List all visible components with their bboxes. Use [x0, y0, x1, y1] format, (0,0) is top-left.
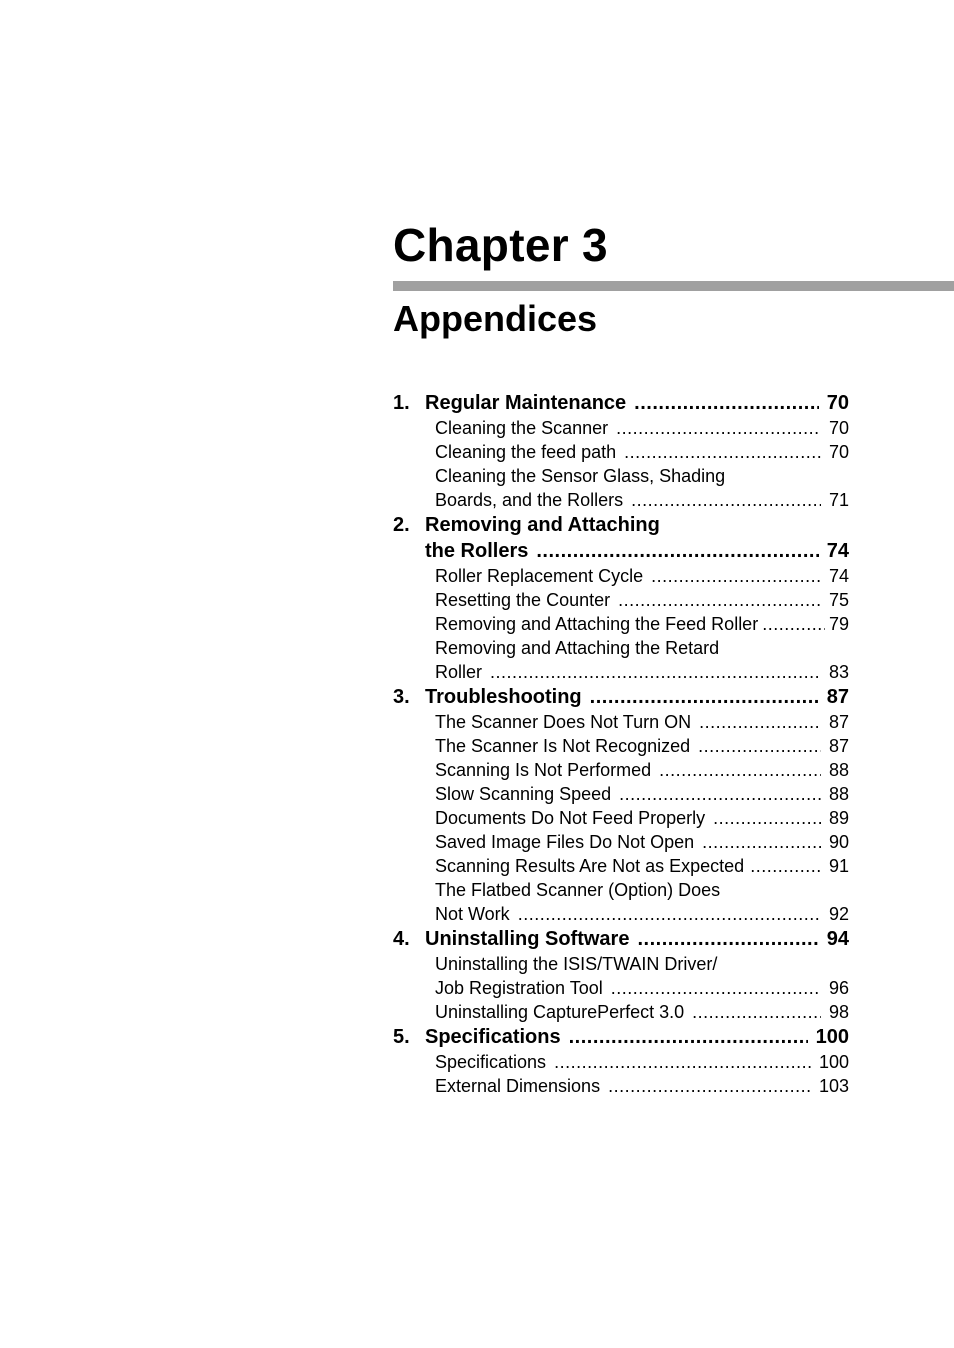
entry-title: The Flatbed Scanner (Option) Does	[435, 880, 721, 900]
page-number: 87	[828, 712, 849, 732]
entry-title: Uninstalling the ISIS/TWAIN Driver/	[435, 954, 718, 974]
page-number: 74	[826, 540, 849, 562]
toc-entry[interactable]	[393, 710, 849, 734]
dot-leader	[518, 902, 821, 926]
entry-title-cont: Boards, and the Rollers	[435, 490, 624, 510]
page-number: 70	[826, 392, 849, 414]
toc-section[interactable]	[393, 684, 849, 710]
dot-leader	[698, 734, 821, 758]
page-number: 87	[828, 736, 849, 756]
entry-title: Specifications	[435, 1052, 547, 1072]
section-number: 5.	[393, 1026, 410, 1048]
dot-leader	[634, 390, 819, 416]
entry-title: Removing and Attaching the Feed Roller	[435, 614, 759, 634]
toc-entry[interactable]	[393, 1074, 849, 1098]
page-number: 94	[826, 928, 849, 950]
entry-title: The Scanner Is Not Recognized	[435, 736, 691, 756]
dot-leader	[608, 1074, 811, 1098]
toc-entry[interactable]	[393, 1000, 849, 1024]
page-number: 79	[828, 614, 849, 634]
entry-title: The Scanner Does Not Turn ON	[435, 712, 692, 732]
toc-section[interactable]	[393, 538, 849, 564]
entry-title-cont: Not Work	[435, 904, 510, 924]
toc-entry[interactable]	[393, 660, 849, 684]
dot-leader	[569, 1024, 808, 1050]
dot-leader	[762, 612, 825, 636]
table-of-contents	[393, 390, 849, 1098]
toc-entry[interactable]	[393, 902, 849, 926]
section-number: 2.	[393, 514, 410, 536]
chapter-divider	[393, 281, 954, 291]
toc-entry[interactable]	[393, 440, 849, 464]
page-number: 88	[828, 784, 849, 804]
chapter-title: Appendices	[393, 298, 598, 339]
toc-entry-line[interactable]	[393, 464, 849, 488]
page-number: 90	[828, 832, 849, 852]
toc-entry-line[interactable]	[393, 636, 849, 660]
dot-leader	[651, 564, 821, 588]
toc-entry[interactable]	[393, 854, 849, 878]
dot-leader	[702, 830, 821, 854]
entry-title: External Dimensions	[435, 1076, 601, 1096]
toc-section[interactable]	[393, 926, 849, 952]
page-number: 70	[828, 418, 849, 438]
dot-leader	[619, 782, 821, 806]
entry-title: Cleaning the feed path	[435, 442, 617, 462]
dot-leader	[616, 416, 821, 440]
page-number: 71	[828, 490, 849, 510]
page-number: 92	[828, 904, 849, 924]
toc-entry[interactable]	[393, 782, 849, 806]
section-title-cont: the Rollers	[425, 540, 529, 562]
page-number: 100	[818, 1052, 849, 1072]
entry-title: Slow Scanning Speed	[435, 784, 612, 804]
entry-title: Roller Replacement Cycle	[435, 566, 644, 586]
entry-title-cont: Roller	[435, 662, 483, 682]
section-number: 1.	[393, 392, 410, 414]
page-number: 74	[828, 566, 849, 586]
entry-title: Scanning Is Not Performed	[435, 760, 652, 780]
toc-entry[interactable]	[393, 806, 849, 830]
dot-leader	[554, 1050, 811, 1074]
section-title: Uninstalling Software	[425, 928, 630, 950]
entry-title: Documents Do Not Feed Properly	[435, 808, 706, 828]
toc-section[interactable]	[393, 1024, 849, 1050]
entry-title: Saved Image Files Do Not Open	[435, 832, 695, 852]
toc-entry[interactable]	[393, 830, 849, 854]
dot-leader	[536, 538, 818, 564]
toc-section-line[interactable]	[393, 512, 849, 538]
page-number: 75	[828, 590, 849, 610]
dot-leader	[692, 1000, 821, 1024]
dot-leader	[490, 660, 821, 684]
entry-title-cont: Job Registration Tool	[435, 978, 603, 998]
toc-entry[interactable]	[393, 612, 849, 636]
toc-entry[interactable]	[393, 488, 849, 512]
page-number: 98	[828, 1002, 849, 1022]
dot-leader	[618, 588, 821, 612]
dot-leader	[713, 806, 821, 830]
section-title: Troubleshooting	[425, 686, 582, 708]
entry-title: Cleaning the Scanner	[435, 418, 609, 438]
dot-leader	[699, 710, 821, 734]
dot-leader	[631, 488, 821, 512]
entry-title: Scanning Results Are Not as Expected	[435, 856, 745, 876]
page-number: 103	[818, 1076, 849, 1096]
toc-entry-line[interactable]	[393, 952, 849, 976]
section-title: Regular Maintenance	[425, 392, 627, 414]
toc-entry[interactable]	[393, 416, 849, 440]
page-number: 96	[828, 978, 849, 998]
page-number: 87	[826, 686, 849, 708]
dot-leader	[750, 854, 823, 878]
entry-title: Uninstalling CapturePerfect 3.0	[435, 1002, 685, 1022]
section-number: 3.	[393, 686, 410, 708]
section-title: Removing and Attaching	[425, 514, 660, 536]
toc-entry[interactable]	[393, 588, 849, 612]
section-title: Specifications	[425, 1026, 561, 1048]
page-number: 88	[828, 760, 849, 780]
page-number: 100	[815, 1026, 849, 1048]
entry-title: Cleaning the Sensor Glass, Shading	[435, 466, 726, 486]
toc-section[interactable]	[393, 390, 849, 416]
dot-leader	[637, 926, 818, 952]
page-number: 83	[828, 662, 849, 682]
toc-entry-line[interactable]	[393, 878, 849, 902]
dot-leader	[659, 758, 821, 782]
dot-leader	[590, 684, 819, 710]
entry-title: Resetting the Counter	[435, 590, 611, 610]
page-number: 70	[828, 442, 849, 462]
section-number: 4.	[393, 928, 410, 950]
toc-entry[interactable]	[393, 758, 849, 782]
dot-leader	[611, 976, 821, 1000]
page-number: 89	[828, 808, 849, 828]
chapter-label: Chapter 3	[393, 219, 608, 271]
toc-entry[interactable]	[393, 1050, 849, 1074]
dot-leader	[624, 440, 821, 464]
toc-entry[interactable]	[393, 976, 849, 1000]
toc-entry[interactable]	[393, 734, 849, 758]
page-number: 91	[828, 856, 849, 876]
entry-title: Removing and Attaching the Retard	[435, 638, 720, 658]
toc-entry[interactable]	[393, 564, 849, 588]
